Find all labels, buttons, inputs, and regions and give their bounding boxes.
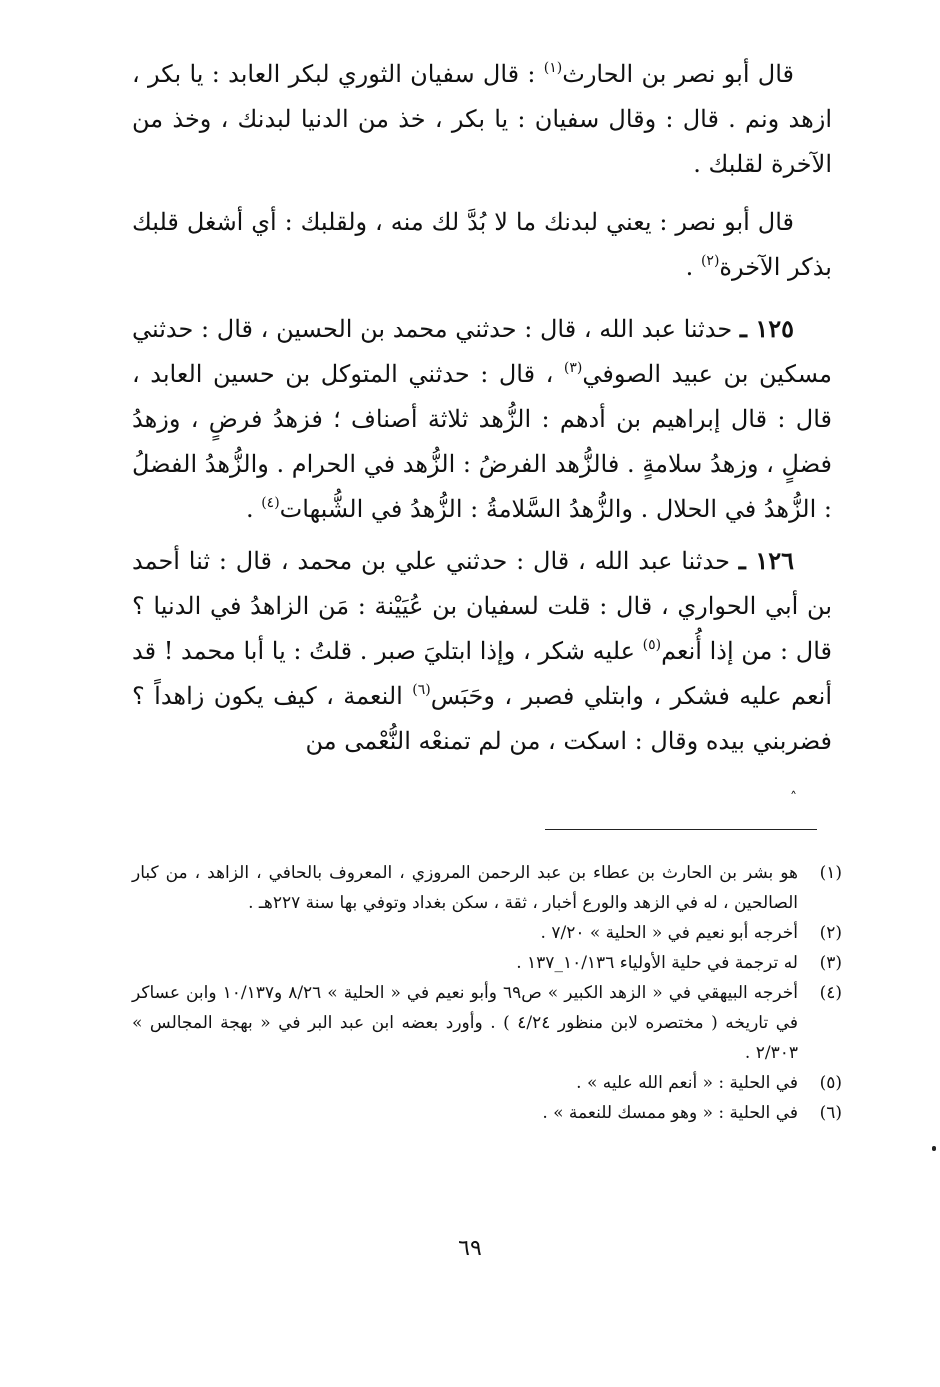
paragraph-abu-nasr-explanation bbox=[132, 200, 832, 290]
footnote-number: (٤) bbox=[819, 983, 842, 1003]
margin-dot bbox=[932, 1146, 936, 1151]
footnote-text: له ترجمة في حلية الأولياء ١٠/١٣٦_١٣٧ . bbox=[516, 953, 798, 973]
footnote-item bbox=[132, 1068, 842, 1098]
paragraph-text: حدثنا عبد الله ، قال : حدثني محمد بن الحسين ، قال : حدثني مسكين بن عبيد الصوفي bbox=[132, 315, 832, 388]
footnote-item bbox=[132, 858, 842, 918]
footnote-text: أخرجه أبو نعيم في « الحلية » ٧/٢٠ . bbox=[540, 923, 798, 943]
footnote-ref-5[interactable]: (٥) bbox=[642, 637, 662, 653]
footnote-number: (٢) bbox=[819, 923, 842, 943]
paragraph-text: عليه شكر ، وإذا ابتليَ صبر . قلتُ : يا أبا محمد ! قد أنعم عليه فشكر ، وابتلي فصبر ، وحَبَس bbox=[132, 637, 832, 710]
footnote-number: (٦) bbox=[819, 1103, 842, 1123]
printer-mark: ˄ bbox=[790, 790, 797, 806]
footnote-item bbox=[132, 918, 842, 948]
paragraph-text: . bbox=[245, 495, 262, 523]
footnote-text: في الحلية : « وهو ممسك للنعمة » . bbox=[542, 1103, 798, 1123]
footnote-number: (٣) bbox=[819, 953, 842, 973]
paragraph-text: . bbox=[685, 253, 701, 281]
footnotes-list bbox=[132, 858, 842, 1128]
footnote-ref-1[interactable]: (١) bbox=[543, 60, 563, 76]
narration-number: ١٢٦ ـ bbox=[738, 546, 794, 575]
narration-125 bbox=[132, 306, 832, 532]
paragraph-text: النعمة ، كيف يكون زاهداً ؟ فضربني بيده وقال : اسكت ، من لم تمنعْه النُّعْمى من bbox=[132, 682, 832, 755]
paragraph-abu-nasr-quote bbox=[132, 52, 832, 187]
paragraph-text: ، قال : حدثني المتوكل بن حسين العابد ، قال : قال إبراهيم بن أدهم : الزُّهد ثلاثة أصناف ؛ فزهدُ فرضٍ ، وزهدُ فضلٍ ، وزهدُ سلامةٍ . فالزُّهد الفرضُ : الزُّهد في الحرام . والزُّهدُ الفضلُ : الزُّهدُ في الحلال . والزُّهدُ السَّلامةُ : الزُّهدُ في الشُّبهات bbox=[132, 360, 832, 523]
footnote-ref-6[interactable]: (٦) bbox=[412, 682, 431, 698]
footnote-text: هو بشر بن الحارث بن عطاء بن عبد الرحمن المروزي ، المعروف بالحافي ، الزاهد ، من كبار الصالحين ، له في الزهد والورع أخبار ، ثقة ، سكن بغداد وتوفي بها سنة ٢٢٧هـ . bbox=[132, 863, 798, 913]
paragraph-text: : قال سفيان الثوري لبكر العابد : يا بكر ، ازهد ونم . قال : وقال سفيان : يا بكر ، خذ من الدنيا لبدنك ، وخذ من الآخرة لقلبك . bbox=[132, 60, 832, 178]
paragraph-text: حدثنا عبد الله ، قال : حدثني علي بن محمد ، قال : ثنا أحمد بن أبي الحواري ، قال : قلت لسفيان بن عُيَيْنة : مَن الزاهدُ في الدنيا ؟ قال : من إذا أُنعم bbox=[132, 547, 832, 665]
footnote-number: (١) bbox=[819, 863, 842, 883]
footnote-item bbox=[132, 948, 842, 978]
narration-number: ١٢٥ ـ bbox=[739, 314, 794, 343]
footnote-item bbox=[132, 1098, 842, 1128]
paragraph-text: قال أبو نصر بن الحارث bbox=[562, 60, 794, 88]
footnote-number: (٥) bbox=[819, 1073, 842, 1093]
page-number: ٦٩ bbox=[458, 1236, 482, 1261]
footnote-separator bbox=[545, 829, 817, 830]
footnote-ref-4[interactable]: (٤) bbox=[261, 495, 280, 511]
footnote-text: في الحلية : « أنعم الله عليه » . bbox=[576, 1073, 798, 1093]
narration-126 bbox=[132, 538, 832, 764]
footnote-ref-2[interactable]: (٢) bbox=[700, 253, 720, 269]
paragraph-text: قال أبو نصر : يعني لبدنك ما لا بُدَّ لك منه ، ولقلبك : أي أشغل قلبك بذكر الآخرة bbox=[132, 208, 832, 281]
footnote-ref-3[interactable]: (٣) bbox=[563, 360, 583, 376]
footnote-text: أخرجه البيهقي في « الزهد الكبير » ص٦٩ وأبو نعيم في « الحلية » ٨/٢٦ و١٠/١٣٧ وابن عساكر في تاريخه ( مختصره لابن منظور ٤/٢٤ ) . وأورد بعضه ابن عبد البر في « بهجة المجالس » ٢/٣٠٣ . bbox=[132, 983, 799, 1063]
footnote-item bbox=[132, 978, 842, 1068]
